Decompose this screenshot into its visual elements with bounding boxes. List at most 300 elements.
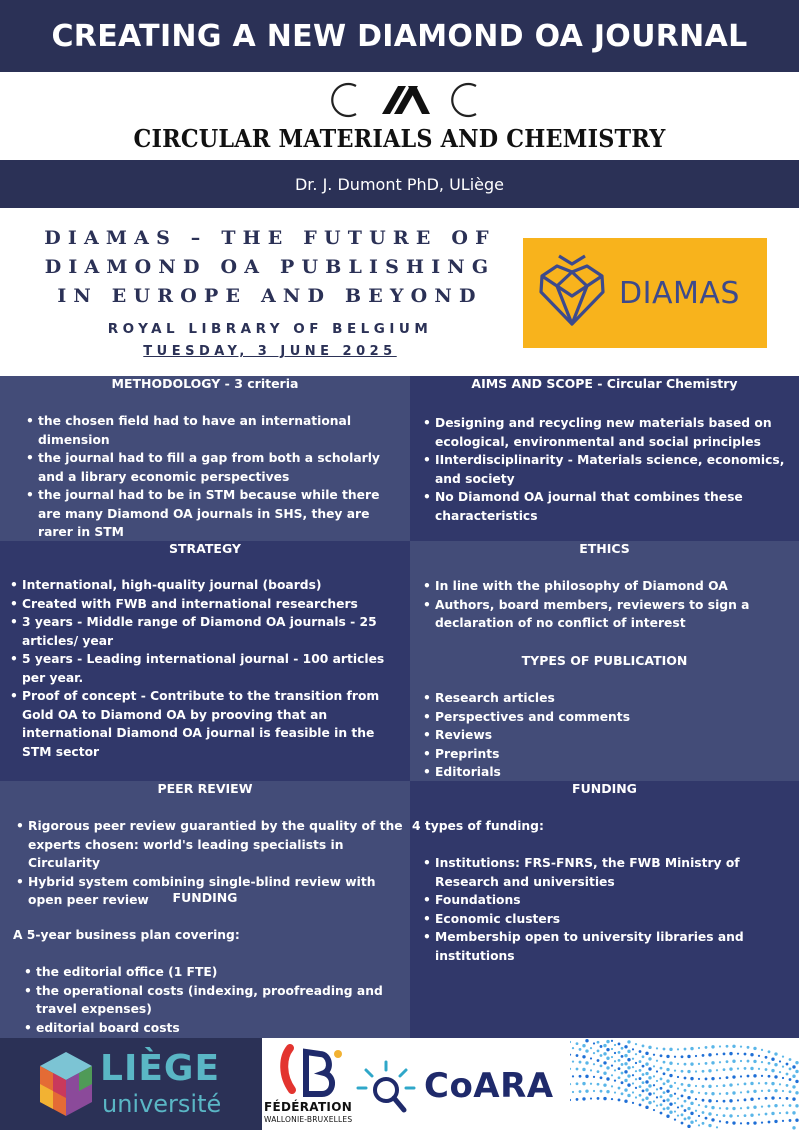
decorative-dot xyxy=(611,1098,613,1100)
decorative-dot xyxy=(653,1065,655,1067)
decorative-dot xyxy=(648,1092,651,1095)
decorative-dot xyxy=(635,1070,637,1072)
decorative-dot xyxy=(708,1112,711,1115)
decorative-dot xyxy=(723,1114,726,1117)
decorative-dot xyxy=(663,1099,666,1102)
decorative-dot xyxy=(719,1107,721,1109)
list-item: • International, high-quality journal (boards) xyxy=(22,576,408,595)
funding-types-heading: FUNDING xyxy=(572,781,637,796)
decorative-dot xyxy=(702,1070,705,1073)
decorative-dot xyxy=(606,1057,609,1060)
decorative-dot xyxy=(702,1111,705,1114)
decorative-dot xyxy=(677,1106,679,1108)
decorative-dot xyxy=(593,1042,595,1044)
decorative-dot xyxy=(705,1046,708,1049)
decorative-dot xyxy=(579,1048,582,1051)
decorative-dot xyxy=(765,1082,768,1085)
diamas-heart-icon xyxy=(537,252,607,332)
decorative-dot xyxy=(747,1090,750,1093)
decorative-dot xyxy=(618,1067,621,1070)
decorative-dot xyxy=(611,1074,613,1076)
decorative-dot xyxy=(786,1111,789,1114)
list-item: • Proof of concept - Contribute to the transition from Gold OA to Diamond OA by prooving that an international Diamond OA journal is feasible in the STM sector xyxy=(22,687,408,761)
decorative-dot xyxy=(698,1078,700,1080)
decorative-dot xyxy=(663,1048,666,1051)
funding-types-list xyxy=(435,854,797,965)
decorative-dot xyxy=(635,1096,637,1098)
decorative-dot xyxy=(684,1109,687,1112)
decorative-dot xyxy=(674,1110,676,1112)
decorative-dot xyxy=(750,1053,753,1056)
decorative-dot xyxy=(606,1040,609,1043)
decorative-dot xyxy=(737,1083,739,1085)
decorative-dot xyxy=(737,1053,739,1055)
decorative-dot xyxy=(726,1060,729,1063)
decorative-dot xyxy=(656,1080,658,1082)
strategy-panel xyxy=(0,541,410,781)
decorative-dot xyxy=(597,1041,600,1044)
liege-cube-icon xyxy=(36,1050,96,1120)
decorative-dot xyxy=(653,1092,655,1094)
decorative-dot xyxy=(690,1047,693,1050)
decorative-dot xyxy=(753,1106,756,1109)
decorative-dot xyxy=(740,1122,742,1124)
decorative-dot xyxy=(614,1069,616,1071)
decorative-dot xyxy=(726,1076,729,1079)
decorative-dot xyxy=(744,1098,747,1101)
list-item: • Membership open to university libraries and institutions xyxy=(435,928,797,965)
decorative-dot xyxy=(719,1045,721,1047)
decorative-dot xyxy=(614,1091,616,1093)
decorative-dot xyxy=(687,1055,690,1058)
decorative-dot xyxy=(690,1062,693,1065)
decorative-dot xyxy=(677,1076,679,1078)
decorative-dot xyxy=(695,1055,697,1057)
decorative-dot xyxy=(789,1058,792,1061)
decorative-dot xyxy=(666,1068,669,1071)
decorative-dot xyxy=(705,1062,708,1065)
decorative-dot xyxy=(621,1072,624,1075)
peer-review-panel xyxy=(0,781,410,1038)
decorative-dot xyxy=(711,1061,714,1064)
publication-types-list xyxy=(435,689,795,782)
decorative-dot xyxy=(779,1083,781,1085)
publication-types-heading: TYPES OF PUBLICATION xyxy=(521,653,688,668)
coara-magnifier-icon xyxy=(354,1060,418,1120)
decorative-dot xyxy=(570,1041,571,1043)
event-date-wrap xyxy=(20,344,520,359)
decorative-dot xyxy=(732,1091,735,1094)
decorative-dot xyxy=(719,1120,721,1122)
decorative-dot xyxy=(698,1092,700,1094)
decorative-dot xyxy=(624,1100,627,1103)
decorative-dot xyxy=(590,1047,592,1049)
decorative-dot xyxy=(684,1089,687,1092)
decorative-dot xyxy=(639,1077,642,1080)
decorative-dot xyxy=(614,1060,616,1062)
poster-title: CREATING A NEW DIAMOND OA JOURNAL xyxy=(51,18,748,54)
decorative-dot xyxy=(726,1092,729,1095)
decorative-dot xyxy=(570,1054,571,1056)
decorative-dot xyxy=(603,1052,606,1055)
decorative-dot xyxy=(593,1076,595,1078)
decorative-dot xyxy=(782,1077,784,1079)
decorative-dot xyxy=(747,1046,750,1049)
decorative-dot xyxy=(624,1079,627,1082)
decorative-dot xyxy=(635,1087,637,1089)
decorative-dot xyxy=(729,1067,732,1070)
event-venue: ROYAL LIBRARY OF BELGIUM xyxy=(107,321,433,337)
decorative-dot xyxy=(750,1082,753,1085)
decorative-dot xyxy=(585,1075,588,1078)
decorative-dot xyxy=(642,1081,645,1084)
decorative-dot xyxy=(635,1043,637,1045)
decorative-dot xyxy=(582,1044,585,1047)
list-item: • Hybrid system combining single-blind review with open peer review xyxy=(28,873,408,910)
decorative-dot xyxy=(789,1078,792,1081)
decorative-dot xyxy=(695,1110,697,1112)
decorative-dot xyxy=(632,1066,634,1068)
funding-plan-heading: FUNDING xyxy=(172,890,238,905)
decorative-dot xyxy=(597,1049,600,1052)
decorative-dot xyxy=(600,1076,603,1079)
decorative-dot xyxy=(708,1069,711,1072)
list-item: • Authors, board members, reviewers to sign a declaration of no conflict of interest xyxy=(435,596,795,633)
decorative-dot xyxy=(774,1089,777,1092)
decorative-dot xyxy=(782,1090,784,1092)
diamas-logo-text: DIAMAS xyxy=(619,276,740,311)
decorative-dot xyxy=(621,1047,624,1050)
list-item: • the journal had to be in STM because while there are many Diamond OA journals in SHS, they are rarer in STM xyxy=(38,486,393,542)
decorative-dot xyxy=(753,1047,756,1050)
decorative-dot xyxy=(656,1096,658,1098)
decorative-dot xyxy=(614,1080,616,1082)
decorative-dot xyxy=(758,1114,760,1116)
decorative-dot xyxy=(684,1048,687,1051)
decorative-dot xyxy=(611,1048,613,1050)
list-item: • Editorials xyxy=(435,763,795,782)
decorative-dot xyxy=(690,1112,693,1115)
strategy-heading: STRATEGY xyxy=(169,541,241,556)
decorative-dot xyxy=(753,1074,756,1077)
decorative-dot xyxy=(768,1089,771,1092)
decorative-dot xyxy=(765,1068,768,1071)
decorative-dot xyxy=(723,1100,726,1103)
decorative-dot xyxy=(768,1062,771,1065)
liege-logo xyxy=(0,1038,262,1130)
decorative-dot xyxy=(611,1040,613,1042)
decorative-dot xyxy=(674,1069,676,1071)
decorative-dot xyxy=(758,1068,760,1070)
decorative-dot xyxy=(711,1118,714,1121)
decorative-dot xyxy=(771,1082,774,1085)
decorative-dot xyxy=(635,1078,637,1080)
decorative-dot xyxy=(789,1104,792,1107)
list-item: • editorial board costs xyxy=(36,1019,406,1038)
decorative-dot xyxy=(639,1069,642,1072)
decorative-dot xyxy=(774,1120,777,1123)
decorative-dot xyxy=(795,1104,798,1107)
decorative-dot xyxy=(708,1099,711,1102)
decorative-dot xyxy=(645,1088,648,1091)
decorative-dot xyxy=(782,1056,784,1058)
decorative-dot xyxy=(674,1093,676,1095)
decorative-dot xyxy=(597,1097,600,1100)
decorative-dot xyxy=(681,1095,684,1098)
decorative-dot xyxy=(632,1082,634,1084)
decorative-dot xyxy=(642,1055,645,1058)
coara-name: CoARA xyxy=(424,1066,554,1106)
decorative-dot xyxy=(753,1090,756,1093)
decorative-dot xyxy=(774,1104,777,1107)
decorative-dot xyxy=(669,1102,672,1105)
decorative-dot xyxy=(711,1106,714,1109)
decorative-dot xyxy=(732,1075,735,1078)
decorative-dot xyxy=(621,1063,624,1066)
decorative-dot xyxy=(786,1084,789,1087)
decorative-dot xyxy=(758,1098,760,1100)
decorative-dot xyxy=(653,1075,655,1077)
decorative-dot xyxy=(621,1081,624,1084)
decorative-dot xyxy=(716,1053,718,1055)
decorative-dot xyxy=(624,1062,627,1065)
decorative-dot xyxy=(590,1057,592,1059)
decorative-dot xyxy=(606,1090,609,1093)
decorative-dot xyxy=(795,1091,798,1094)
decorative-dot xyxy=(771,1112,774,1115)
journal-name: CIRCULAR MATERIALS AND CHEMISTRY xyxy=(133,124,666,153)
decorative-dot xyxy=(572,1075,574,1077)
decorative-dot xyxy=(606,1077,609,1080)
decorative-dot xyxy=(761,1121,763,1123)
decorative-dot xyxy=(627,1058,630,1061)
decorative-dot xyxy=(708,1085,711,1088)
decorative-dot xyxy=(716,1085,718,1087)
decorative-dot xyxy=(687,1116,690,1119)
decorative-dot xyxy=(666,1106,669,1109)
decorative-dot xyxy=(645,1052,648,1055)
decorative-dot xyxy=(585,1039,588,1042)
decorative-dot xyxy=(747,1060,750,1063)
decorative-dot xyxy=(632,1074,634,1076)
decorative-dot xyxy=(593,1063,595,1065)
list-item: • Rigorous peer review guarantied by the quality of the experts chosen: world's leading specialists in Circularity xyxy=(28,817,408,873)
decorative-dot xyxy=(639,1085,642,1088)
decorative-dot xyxy=(726,1121,729,1124)
decorative-dot xyxy=(792,1075,795,1078)
decorative-dot xyxy=(666,1115,669,1118)
decorative-dot xyxy=(792,1097,795,1100)
decorative-dot xyxy=(695,1085,697,1087)
decorative-dot xyxy=(582,1068,585,1071)
list-item: • Foundations xyxy=(435,891,797,910)
decorative-dot xyxy=(648,1084,651,1087)
list-item: • Designing and recycling new materials based on ecological, environmental and social principles xyxy=(435,414,795,451)
decorative-dot xyxy=(632,1091,634,1093)
aims-panel xyxy=(410,376,799,541)
decorative-dot xyxy=(677,1087,679,1089)
list-item: • Perspectives and comments xyxy=(435,708,795,727)
decorative-dot xyxy=(660,1103,663,1106)
decorative-dot xyxy=(663,1082,666,1085)
decorative-dot xyxy=(642,1045,645,1048)
ethics-panel xyxy=(410,541,799,781)
decorative-dot xyxy=(611,1085,613,1087)
ethics-list xyxy=(435,577,795,633)
fwb-name: FÉDÉRATION xyxy=(264,1100,353,1114)
decorative-dot xyxy=(597,1070,600,1073)
event-title-line: IN EUROPE AND BEYOND xyxy=(57,285,483,307)
decorative-dot xyxy=(719,1077,721,1079)
diamas-logo xyxy=(523,238,767,348)
decorative-dot xyxy=(570,1083,571,1085)
ethics-heading: ETHICS xyxy=(579,541,630,556)
decorative-dot xyxy=(611,1056,613,1058)
decorative-dot xyxy=(653,1109,655,1111)
decorative-dot xyxy=(635,1053,637,1055)
decorative-dot xyxy=(621,1092,624,1095)
list-item: • 5 years - Leading international journal - 100 articles per year. xyxy=(22,650,408,687)
decorative-dot xyxy=(572,1091,574,1093)
decorative-dot xyxy=(695,1070,697,1072)
decorative-dot xyxy=(771,1096,774,1099)
decorative-dot xyxy=(642,1099,645,1102)
event-date: TUESDAY, 3 JUNE 2025 xyxy=(143,344,397,359)
decorative-dot xyxy=(747,1122,750,1125)
decorative-dot xyxy=(758,1055,760,1057)
aims-list xyxy=(435,414,795,525)
decorative-dot xyxy=(729,1052,732,1055)
decorative-dot xyxy=(795,1080,798,1083)
fwb-rooster-icon xyxy=(276,1044,346,1100)
decorative-dot xyxy=(576,1082,579,1085)
decorative-dot xyxy=(656,1070,658,1072)
list-item: • Preprints xyxy=(435,745,795,764)
decorative-dot xyxy=(663,1061,666,1064)
decorative-dot xyxy=(666,1079,669,1082)
decorative-dot xyxy=(660,1078,663,1081)
decorative-dot xyxy=(663,1091,666,1094)
decorative-dot xyxy=(600,1054,603,1057)
decorative-dot xyxy=(744,1114,747,1117)
decorative-dot xyxy=(624,1045,627,1048)
decorative-dot xyxy=(585,1089,588,1092)
decorative-dot xyxy=(719,1093,721,1095)
event-title-line: DIAMAS – THE FUTURE OF xyxy=(44,227,496,249)
list-item: • the editorial office (1 FTE) xyxy=(36,963,406,982)
decorative-dot xyxy=(761,1106,763,1108)
decorative-dot xyxy=(624,1070,627,1073)
decorative-dot xyxy=(708,1053,711,1056)
decorative-dot xyxy=(645,1062,648,1065)
decorative-dot xyxy=(618,1087,621,1090)
decorative-dot xyxy=(750,1067,753,1070)
decorative-dot xyxy=(753,1060,756,1063)
decorative-dot xyxy=(761,1049,763,1051)
decorative-dot xyxy=(753,1121,756,1124)
funding-types-intro: 4 types of funding: xyxy=(412,819,544,833)
fwb-sub: WALLONIE-BRUXELLES xyxy=(264,1115,353,1124)
decorative-dot xyxy=(737,1068,739,1070)
decorative-dot xyxy=(618,1043,621,1046)
decorative-dot xyxy=(648,1101,651,1104)
decorative-dot xyxy=(768,1105,771,1108)
decorative-dot xyxy=(681,1055,684,1058)
decorative-dot xyxy=(645,1097,648,1100)
decorative-dot xyxy=(789,1090,792,1093)
decorative-dot xyxy=(792,1065,795,1068)
decorative-dot xyxy=(677,1063,679,1065)
decorative-dot xyxy=(768,1050,771,1053)
decorative-dot xyxy=(639,1104,642,1107)
decorative-dot xyxy=(660,1112,663,1115)
decorative-dot xyxy=(695,1120,697,1122)
decorative-dot xyxy=(687,1107,690,1110)
decorative-dot xyxy=(677,1097,679,1099)
list-item: • the operational costs (indexing, proofreading and travel expenses) xyxy=(36,982,406,1019)
decorative-dot xyxy=(698,1063,700,1065)
decorative-dot xyxy=(653,1054,655,1056)
decorative-dot xyxy=(690,1121,693,1124)
decorative-dot xyxy=(660,1087,663,1090)
decorative-dot xyxy=(639,1060,642,1063)
decorative-dot xyxy=(786,1063,789,1066)
decorative-dot xyxy=(740,1107,742,1109)
decorative-dot xyxy=(606,1048,609,1051)
decorative-dot xyxy=(705,1092,708,1095)
decorative-dot xyxy=(660,1095,663,1098)
event-block xyxy=(0,208,799,376)
decorative-dot xyxy=(729,1083,732,1086)
decorative-dot xyxy=(656,1105,658,1107)
decorative-dot xyxy=(795,1061,798,1064)
decorative-dot xyxy=(782,1104,784,1106)
decorative-dot xyxy=(570,1099,571,1101)
decorative-dot xyxy=(590,1097,592,1099)
decorative-dot xyxy=(582,1055,585,1058)
decorative-dot xyxy=(732,1060,735,1063)
decorative-dot xyxy=(570,1068,571,1070)
decorative-dot xyxy=(597,1083,600,1086)
methodology-list xyxy=(38,412,393,542)
decorative-dot xyxy=(660,1054,663,1057)
decorative-dot xyxy=(792,1085,795,1088)
decorative-dot xyxy=(576,1042,579,1045)
list-item: • Created with FWB and international researchers xyxy=(22,595,408,614)
decorative-dot xyxy=(597,1059,600,1062)
event-title-line: DIAMOND OA PUBLISHING xyxy=(44,256,496,278)
dot-pattern-decoration xyxy=(570,1038,799,1130)
strategy-list xyxy=(22,576,408,761)
decorative-dot xyxy=(732,1121,735,1124)
decorative-dot xyxy=(656,1088,658,1090)
decorative-dot xyxy=(789,1119,792,1122)
decorative-dot xyxy=(572,1060,574,1062)
decorative-dot xyxy=(690,1090,693,1093)
decorative-dot xyxy=(663,1107,666,1110)
decorative-dot xyxy=(576,1054,579,1057)
decorative-dot xyxy=(771,1069,774,1072)
decorative-dot xyxy=(582,1082,585,1085)
decorative-dot xyxy=(681,1070,684,1073)
list-item: • the journal had to fill a gap from both a scholarly and a library economic perspectives xyxy=(38,449,393,486)
decorative-dot xyxy=(779,1071,781,1073)
decorative-dot xyxy=(627,1040,630,1043)
decorative-dot xyxy=(618,1099,621,1102)
decorative-dot xyxy=(600,1045,603,1048)
decorative-dot xyxy=(681,1113,684,1116)
decorative-dot xyxy=(579,1075,582,1078)
